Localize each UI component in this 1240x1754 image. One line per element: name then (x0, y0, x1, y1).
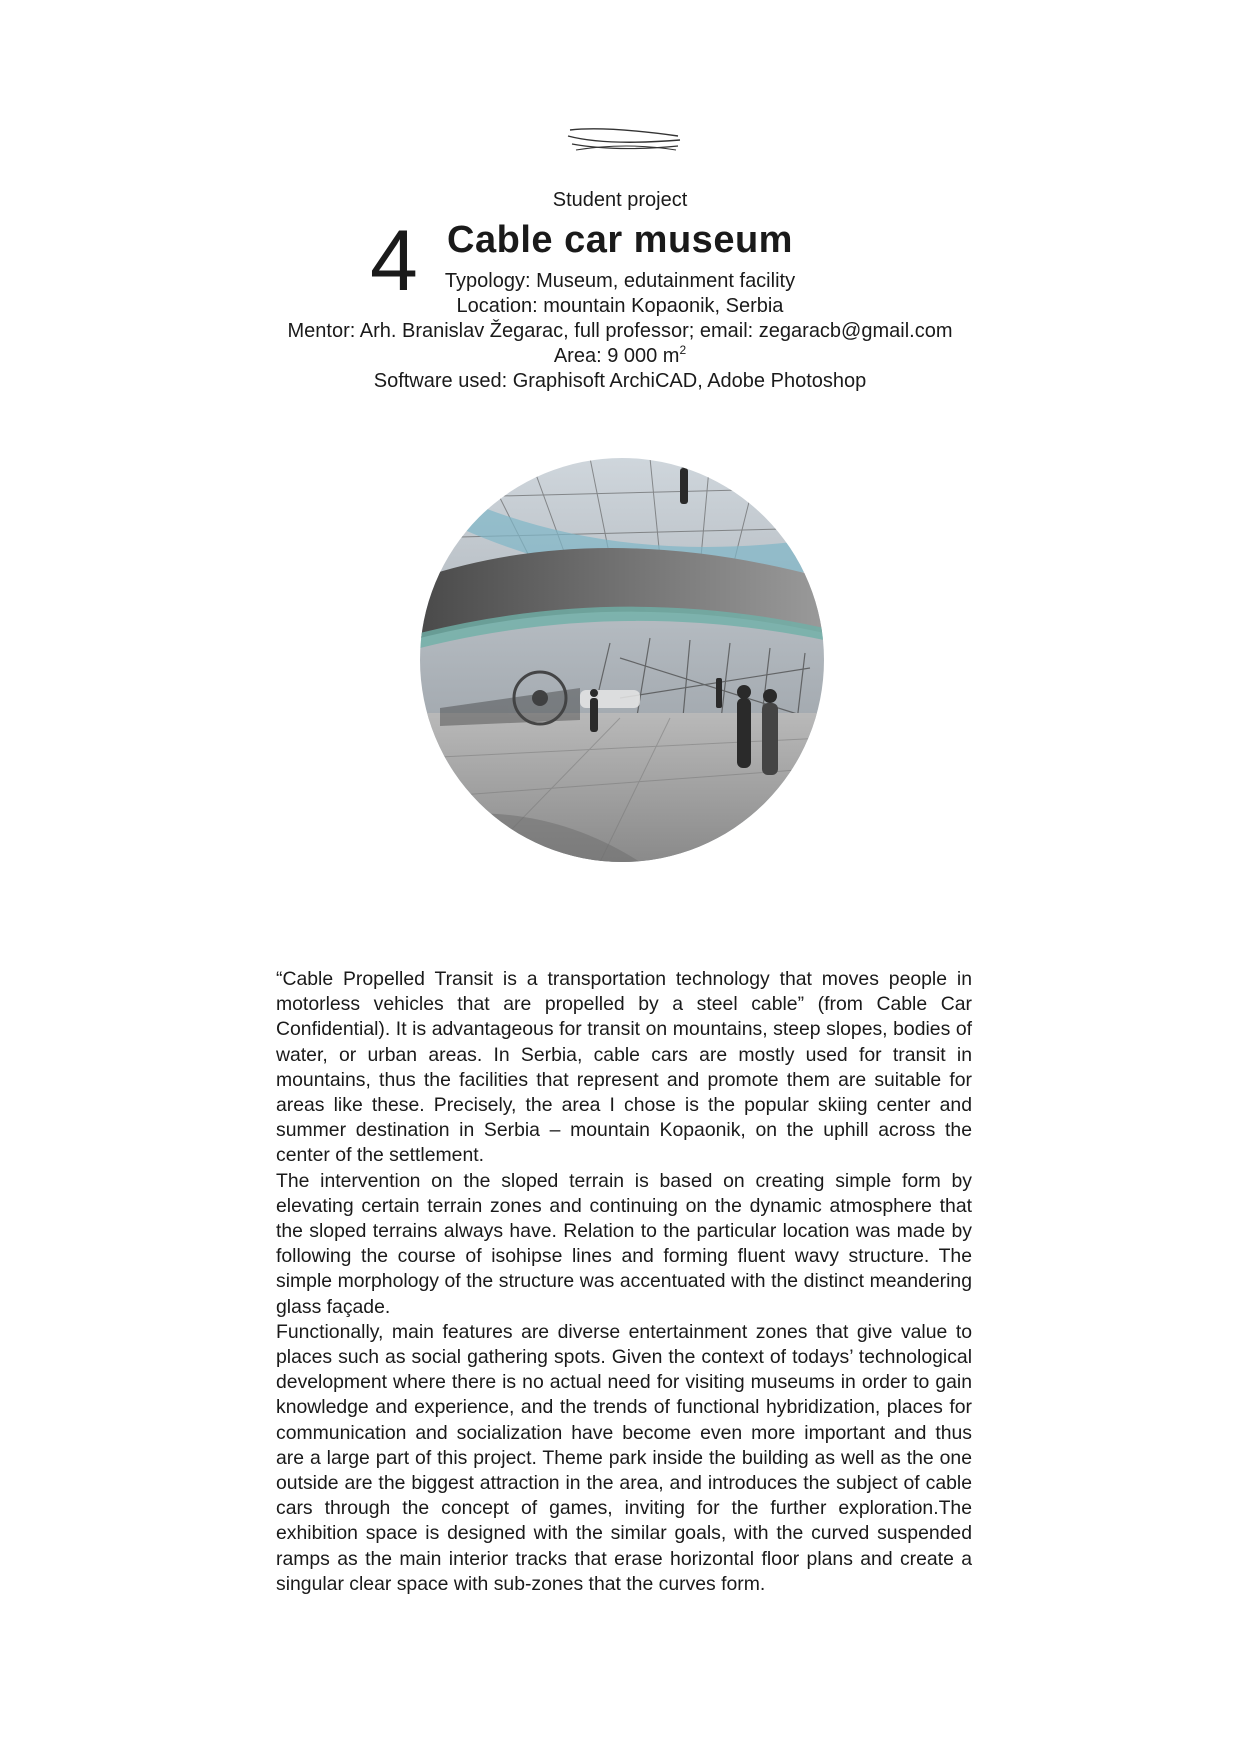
project-number: 4 (370, 213, 418, 309)
description-paragraph: Functionally, main features are diverse entertainment zones that give value to places such as social gathering spots. Given the context of todays’ technological development where there is no actual need for visiting museums in order to gain knowledge and experience, and the trends of functional hybridization, places for communication and socialization have become even more important and thus are a large part of this project. Theme park inside the building as well as the one outside are the biggest attraction in the area, and introduces the subject of cable cars through the concept of games, inviting for the further exploration.The exhibition space is designed with the similar goals, with the curved suspended ramps as the main interior tracks that erase horizontal floor plans and create a singular clear space with sub-zones that the curves form. (276, 1320, 972, 1595)
project-title: Cable car museum (447, 219, 793, 261)
project-info (0, 269, 1240, 394)
wave-lines-logo-icon (566, 122, 686, 158)
typology-line: Typology: Museum, edutainment facility (444, 270, 796, 292)
description-paragraph: “Cable Propelled Transit is a transportation technology that moves people in motorless vehicles that are propelled by a steel cable” (from Cable Car Confidential). It is advantageous for transit on mountains, steep slopes, bodies of water, or urban areas. In Serbia, cable cars are mostly used for transit in mountains, thus the facilities that represent and promote them are suitable for areas like these. Precisely, the area I chose is the popular skiing center and summer destination in Serbia – mountain Kopaonik, on the uphill across the center of the settlement. (276, 968, 972, 1167)
area-line (0, 344, 1240, 369)
project-description (276, 967, 972, 1597)
area-superscript: 2 (679, 343, 687, 357)
description-paragraph: The intervention on the sloped terrain is based on creating simple form by elevating certain terrain zones and continuing on the dynamic atmosphere that the sloped terrains always have. Relation to the particular location was made by following the course of isohipse lines and forming fluent wavy structure. The simple morphology of the structure was accentuated with the distinct meandering glass façade. (276, 1169, 972, 1318)
mentor-line: Mentor: Arh. Branislav Žegarac, full professor; email: zegaracb@gmail.com (287, 320, 953, 342)
area-text: Area: 9 000 m (553, 345, 680, 367)
museum-interior-render (420, 458, 824, 862)
project-subtitle: Student project (552, 189, 688, 211)
software-line: Software used: Graphisoft ArchiCAD, Adobe Photoshop (373, 370, 867, 392)
location-line: Location: mountain Kopaonik, Serbia (456, 295, 784, 317)
